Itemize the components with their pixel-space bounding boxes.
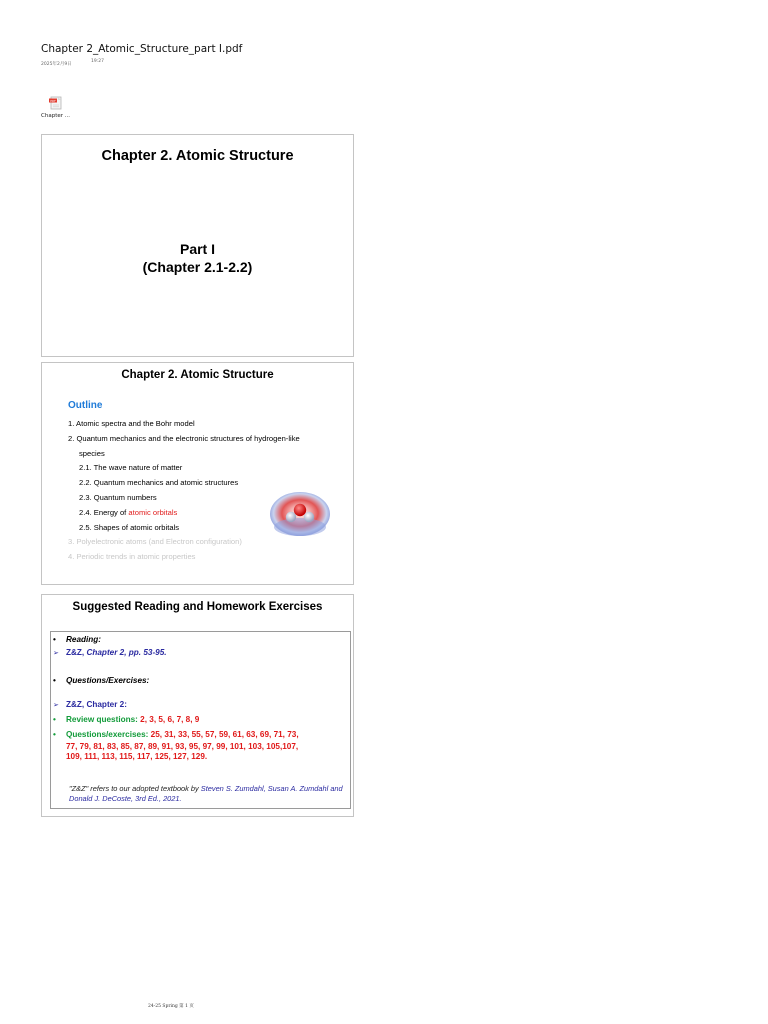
- outline-subitem: 2.5. Shapes of atomic orbitals: [79, 522, 180, 532]
- outline-item-faded: 3. Polyelectronic atoms (and Electron configuration): [68, 537, 242, 547]
- reading-box: [50, 631, 351, 809]
- outline-heading: Outline: [68, 400, 103, 411]
- reading-source-line: [53, 648, 167, 659]
- bullet: •: [53, 730, 56, 739]
- outline-subitem: 2.1. The wave nature of matter: [79, 463, 183, 473]
- outline-item: 2. Quantum mechanics and the electronic structures of hydrogen-like: [68, 433, 300, 443]
- qe-values-3: 109, 111, 113, 115, 117, 125, 127, 129.: [66, 752, 208, 762]
- qe-continuation: [66, 742, 348, 762]
- review-values: 2, 3, 5, 6, 7, 8, 9: [140, 715, 200, 724]
- reading-line: [53, 635, 101, 645]
- reference-note: [69, 784, 344, 804]
- slide-outline: [41, 362, 354, 585]
- qe-values-1: 25, 31, 33, 55, 57, 59, 61, 63, 69, 71, 73,: [150, 730, 299, 739]
- pdf-file-icon[interactable]: [48, 96, 64, 110]
- review-line: [53, 715, 199, 725]
- qe-values-2: 77, 79, 81, 83, 85, 87, 89, 91, 93, 95, 97, 99, 101, 103, 105,107,: [66, 742, 299, 751]
- part-line-2: (Chapter 2.1-2.2): [142, 259, 253, 275]
- water-molecule-illustration: [269, 487, 331, 539]
- slide-reading-homework: [41, 594, 354, 817]
- bullet: •: [53, 676, 56, 685]
- slide-title: Chapter 2. Atomic Structure: [121, 369, 274, 381]
- document-date: 2025年2月9日: [41, 62, 72, 67]
- reading-label: Reading:: [66, 635, 102, 644]
- svg-text:PDF: PDF: [50, 98, 56, 103]
- outline-item-continuation: species: [79, 448, 105, 458]
- qe-line: [53, 730, 299, 740]
- page-footer: 24-25 Spring 第 1 页: [148, 1004, 194, 1009]
- outline-subitem-prefix: 2.4. Energy of: [79, 507, 129, 517]
- outline-highlight: atomic orbitals: [128, 507, 178, 517]
- arrow: ➢: [53, 650, 59, 657]
- reading-source: Z&Z,: [66, 648, 87, 657]
- qe-label: Questions/exercises:: [66, 730, 151, 739]
- reference-authors: Steven S. Zumdahl, Susan A. Zumdahl and Donald J. DeCoste, 3rd Ed., 2021.: [69, 784, 343, 803]
- questions-line: [53, 676, 149, 686]
- slide-title: Chapter 2. Atomic Structure: [101, 148, 294, 164]
- slide-title: Suggested Reading and Homework Exercises: [72, 601, 323, 613]
- chapter-source: Z&Z,: [66, 700, 87, 709]
- part-line-1: Part I: [179, 241, 215, 257]
- bullet: •: [53, 715, 56, 724]
- chapter-label: Chapter 2:: [86, 700, 127, 709]
- bullet: •: [53, 635, 56, 644]
- document-time: 19:27: [91, 59, 104, 64]
- reference-quote: "Z&Z" refers to our adopted textbook by: [69, 784, 201, 793]
- slide-title-page: [41, 134, 354, 357]
- part-heading: [42, 240, 353, 276]
- attachment-label[interactable]: Chapter ...: [41, 113, 70, 119]
- outline-item-faded: 4. Periodic trends in atomic properties: [68, 552, 196, 562]
- review-label: Review questions:: [66, 715, 141, 724]
- reading-chapter: Chapter 2, pp. 53-95.: [86, 648, 167, 657]
- outline-subitem: 2.2. Quantum mechanics and atomic structures: [79, 478, 239, 488]
- outline-item: 1. Atomic spectra and the Bohr model: [68, 419, 195, 428]
- chapter-line: [53, 700, 127, 711]
- questions-label: Questions/Exercises:: [66, 676, 150, 685]
- document-title: Chapter 2_Atomic_Structure_part I.pdf: [41, 43, 243, 55]
- arrow: ➢: [53, 702, 59, 709]
- outline-subitem: 2.3. Quantum numbers: [79, 492, 157, 502]
